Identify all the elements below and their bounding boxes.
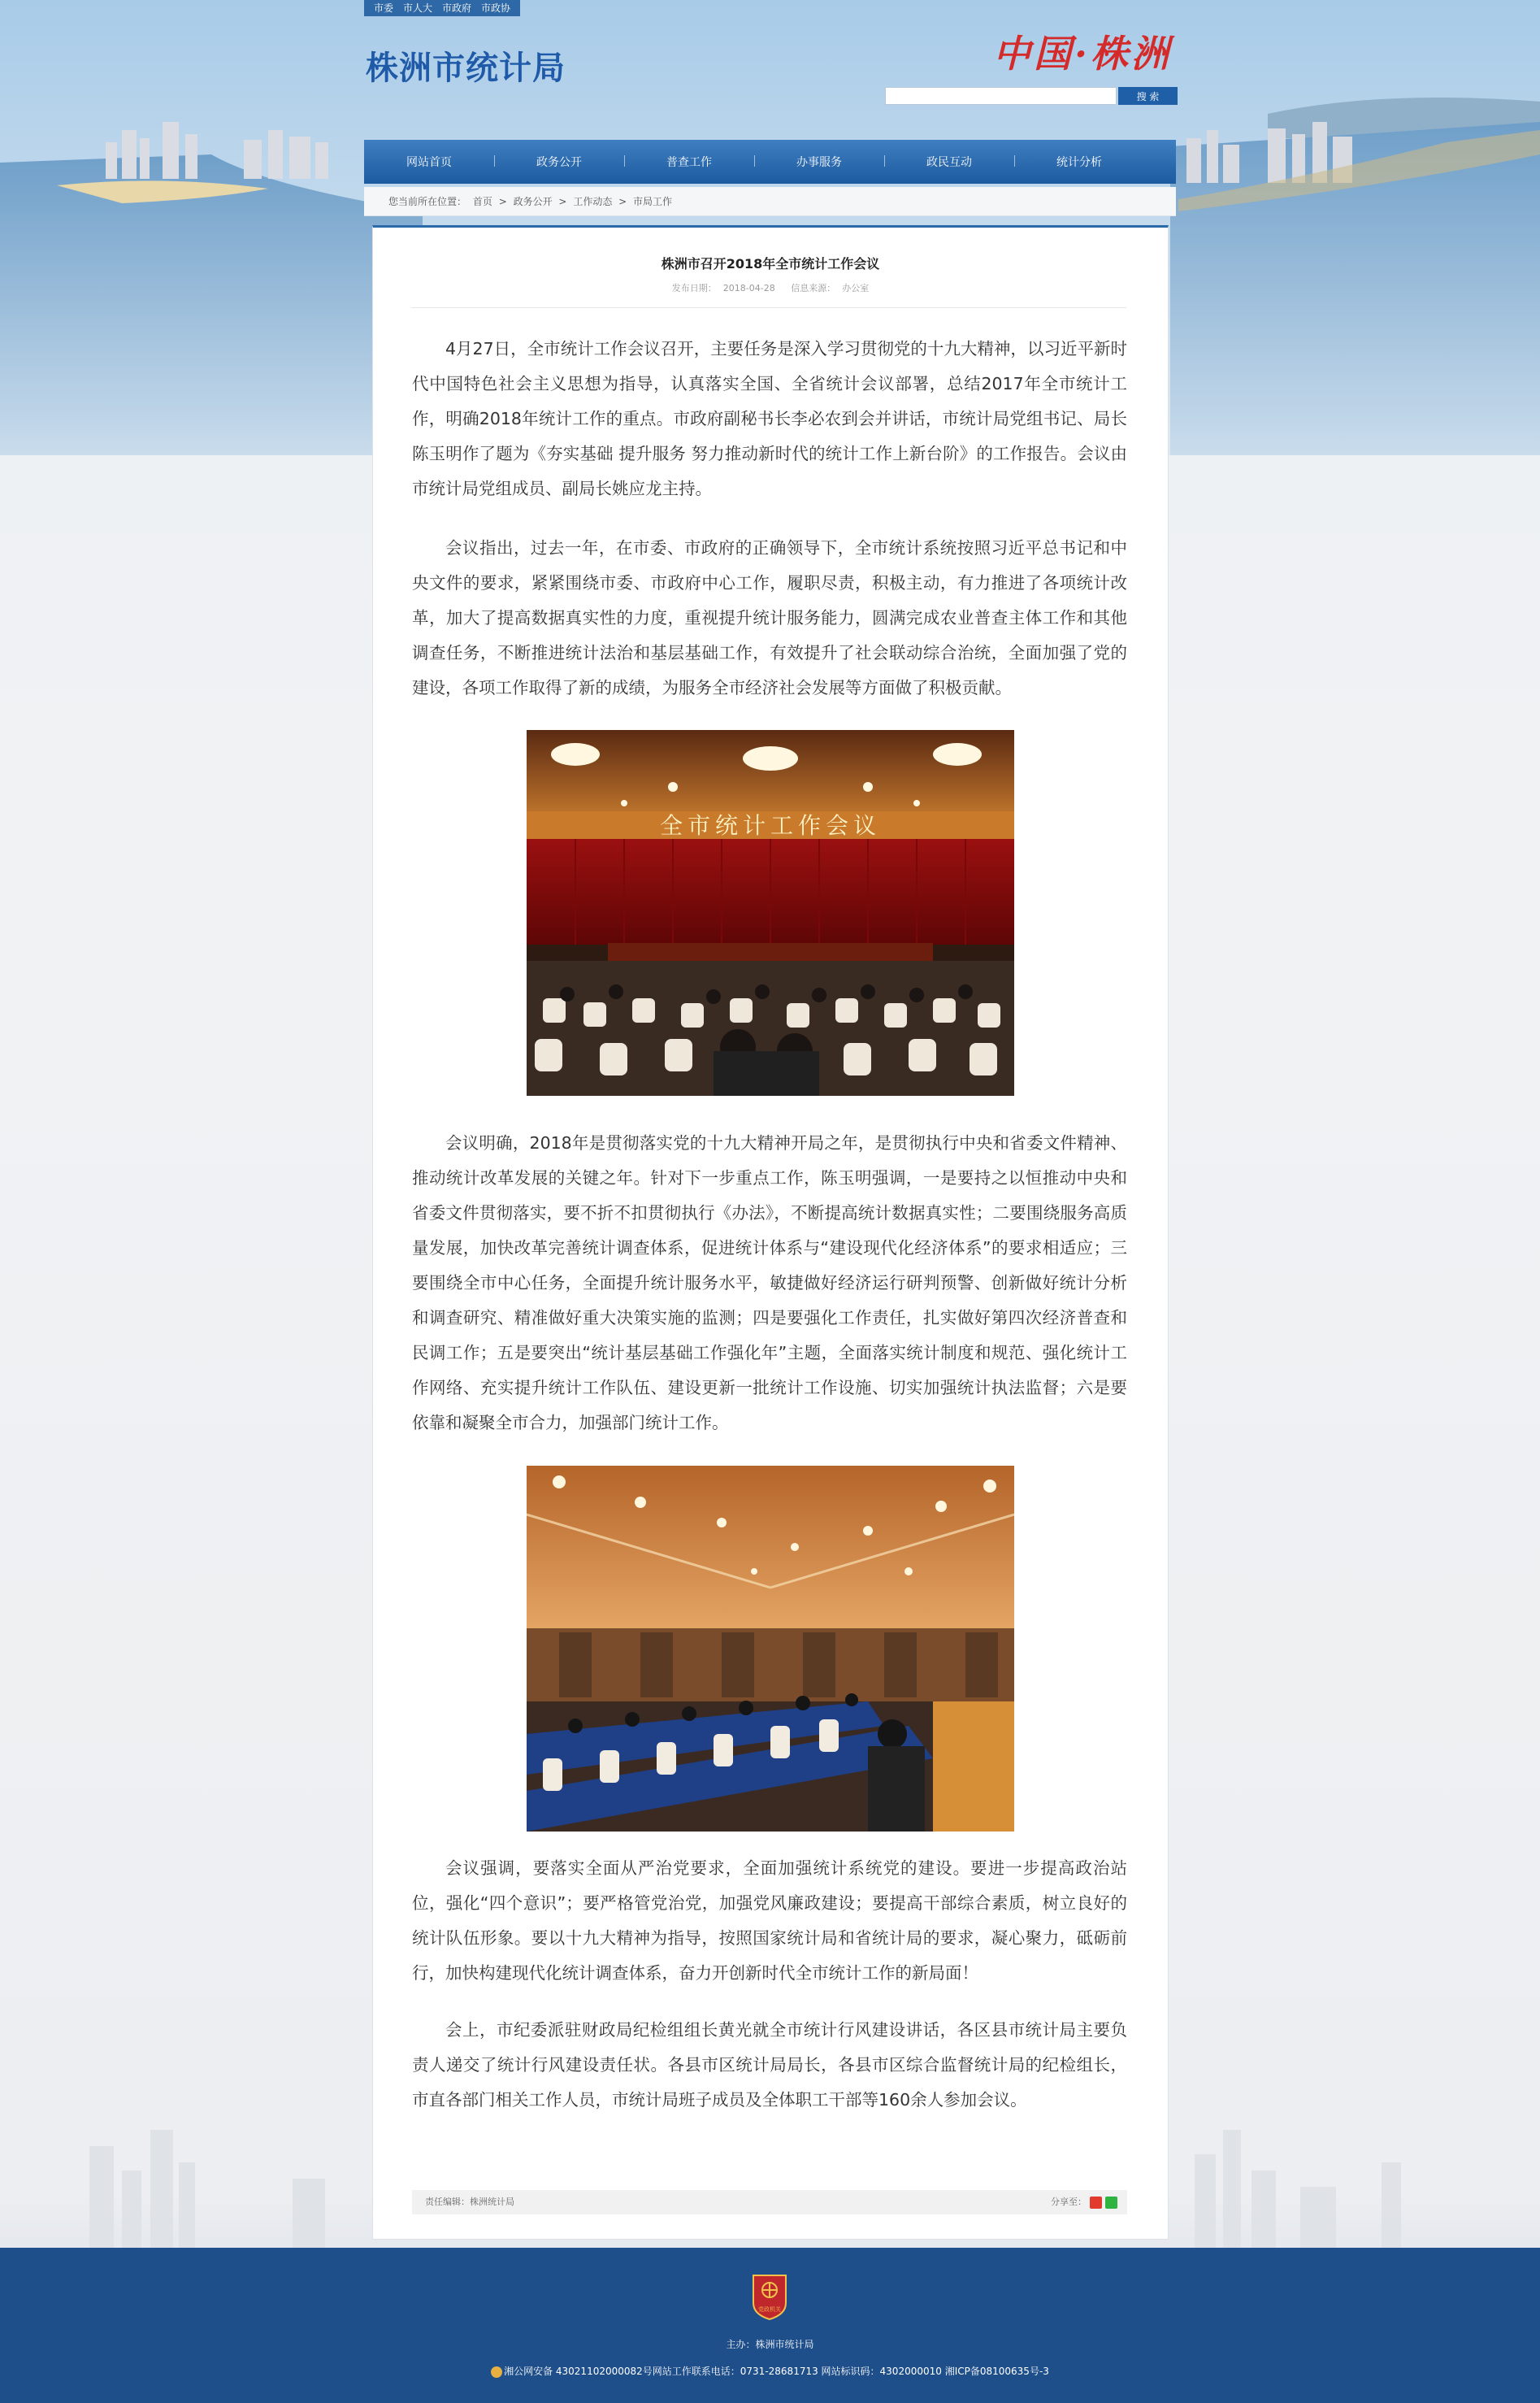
stage-banner-text: 全市统计工作会议 <box>659 812 882 839</box>
footer-record-text: 湘公网安备 43021102000082号网站工作联系电话：0731-28681713 网站标识码：4302000010 湘ICP备08100635号-3 <box>504 2366 1049 2377</box>
date-label: 发布日期： <box>671 283 717 293</box>
article-paragraph: 4月27日，全市统计工作会议召开，主要任务是深入学习贯彻党的十九大精神，以习近平新时代中国特色社会主义思想为指导，认真落实全国、全省统计会议部署，总结2017年全市统计工作，明确2018年统计工作的重点。市政府副秘书长李必农到会并讲话，市统计局党组书记、局长陈玉明作了题为《夯实基础 提升服务 努力推动新时代的统计工作上新台阶》的工作报告。会议由市统计局党组成员、副局长姚应龙主持。 <box>412 339 1127 498</box>
editor-label: 责任编辑： <box>425 2197 470 2207</box>
wechat-share-icon[interactable] <box>1105 2197 1117 2209</box>
article-paragraph: 会上，市纪委派驻财政局纪检组组长黄光就全市统计行风建设讲话，各区县市统计局主要负责人递交了统计行风建设责任状。各县市区统计局局长，各县市区综合监督统计局的纪检组长，市直各部门相关工作人员，市统计局班子成员及全体职工干部等160余人参加会议。 <box>412 2020 1127 2110</box>
editor-bar <box>412 2190 1127 2214</box>
publish-date: 2018-04-28 <box>722 283 775 293</box>
weibo-share-icon[interactable] <box>1090 2197 1102 2209</box>
emblem-text: 党政机关 <box>758 2306 781 2313</box>
meeting-photo-stage <box>527 730 1014 1096</box>
top-link-government[interactable]: 市政府 <box>442 2 472 14</box>
nav-item-analysis[interactable]: 统计分析 <box>1014 154 1144 170</box>
top-links-bar <box>364 0 520 16</box>
editor-name: 株洲统计局 <box>470 2197 514 2207</box>
breadcrumb-sep: > <box>498 196 507 207</box>
party-government-emblem-icon[interactable] <box>749 2272 790 2321</box>
nav-item-census[interactable]: 普查工作 <box>624 154 754 170</box>
meeting-photo-audience <box>527 1466 1014 1832</box>
article-panel <box>372 225 1169 2240</box>
nav-item-services[interactable]: 办事服务 <box>754 154 884 170</box>
footer-sponsor: 主办：株洲市统计局 <box>726 2339 814 2350</box>
article-paragraph: 会议明确，2018年是贯彻落实党的十九大精神开局之年，是贯彻执行中央和省委文件精神、推动统计改革发展的关键之年。针对下一步重点工作，陈玉明强调，一是要持之以恒推动中央和省委文件贯彻落实，要不折不扣贯彻执行《办法》，不断提高统计数据真实性；二要围绕服务高质量发展，加快改革完善统计调查体系，促进统计体系与“建设现代化经济体系”的要求相适应；三要围绕全市中心任务，全面提升统计服务水平，敏捷做好经济运行研判预警、创新做好统计分析和调查研究、精准做好重大决策实施的监测；四是要强化工作责任，扎实做好第四次经济普查和民调工作；五是要突出“统计基层基础工作强化年”主题，全面落实统计制度和规范、强化统计工作网络、充实提升统计工作队伍、建设更新一批统计工作设施、切实加强统计执法监督；六是要依靠和凝聚全市合力，加强部门统计工作。 <box>412 1133 1127 1432</box>
article-paragraph: 会议强调，要落实全面从严治党要求，全面加强统计系统党的建设。要进一步提高政治站位，强化“四个意识”；要严格管党治党，加强党风廉政建设；要提高干部综合素质，树立良好的统计队伍形象。要以十九大精神为指导，按照国家统计局和省统计局的要求，凝心聚力，砥砺前行，加快构建现代化统计调查体系，奋力开创新时代全市统计工作的新局面！ <box>412 1858 1127 1983</box>
nav-item-home[interactable]: 网站首页 <box>406 156 452 169</box>
slogan-logo: 中国·株洲 <box>993 32 1173 76</box>
breadcrumb-sep: > <box>618 196 627 207</box>
search-input[interactable] <box>885 87 1117 105</box>
breadcrumb-sep: > <box>558 196 567 207</box>
footer-record <box>0 2364 1540 2378</box>
breadcrumb-current[interactable]: 市局工作 <box>633 196 673 207</box>
breadcrumb-news[interactable]: 工作动态 <box>573 196 613 207</box>
share-area <box>1051 2190 1117 2214</box>
site-title[interactable]: 株洲市统计局 <box>366 50 566 87</box>
article-title: 株洲市召开2018年全市统计工作会议 <box>661 256 880 272</box>
nav-item-gov-affairs[interactable]: 政务公开 <box>494 154 624 170</box>
source-label: 信息来源： <box>791 283 836 293</box>
breadcrumb-gov-affairs[interactable]: 政务公开 <box>513 196 553 207</box>
top-link-congress[interactable]: 市人大 <box>403 2 433 14</box>
search-button[interactable]: 搜 索 <box>1118 87 1178 105</box>
title-divider <box>411 307 1126 308</box>
nav-item-interaction[interactable]: 政民互动 <box>884 154 1014 170</box>
article-paragraph: 会议指出，过去一年，在市委、市政府的正确领导下，全市统计系统按照习近平总书记和中央文件的要求，紧紧围绕市委、市政府中心工作，履职尽责，积极主动，有力推进了各项统计改革，加大了提高数据真实性的力度，重视提升统计服务能力，圆满完成农业普查主体工作和其他调查任务，不断推进统计法治和基层基础工作，有效提升了社会联动综合治统，全面加强了党的建设，各项工作取得了新的成绩，为服务全市经济社会发展等方面做了积极贡献。 <box>412 538 1127 697</box>
top-link-cppcc[interactable]: 市政协 <box>481 2 511 14</box>
top-link-party[interactable]: 市委 <box>374 2 394 14</box>
site-footer <box>0 2248 1540 2403</box>
breadcrumb-prefix: 您当前所在位置： <box>388 196 467 207</box>
main-nav <box>364 140 1176 184</box>
info-source: 办公室 <box>842 283 870 293</box>
share-label: 分享至： <box>1051 2197 1087 2207</box>
article-meta <box>373 281 1168 294</box>
breadcrumb-home[interactable]: 首页 <box>472 196 492 207</box>
breadcrumb <box>364 187 1176 216</box>
police-badge-icon <box>491 2366 502 2378</box>
